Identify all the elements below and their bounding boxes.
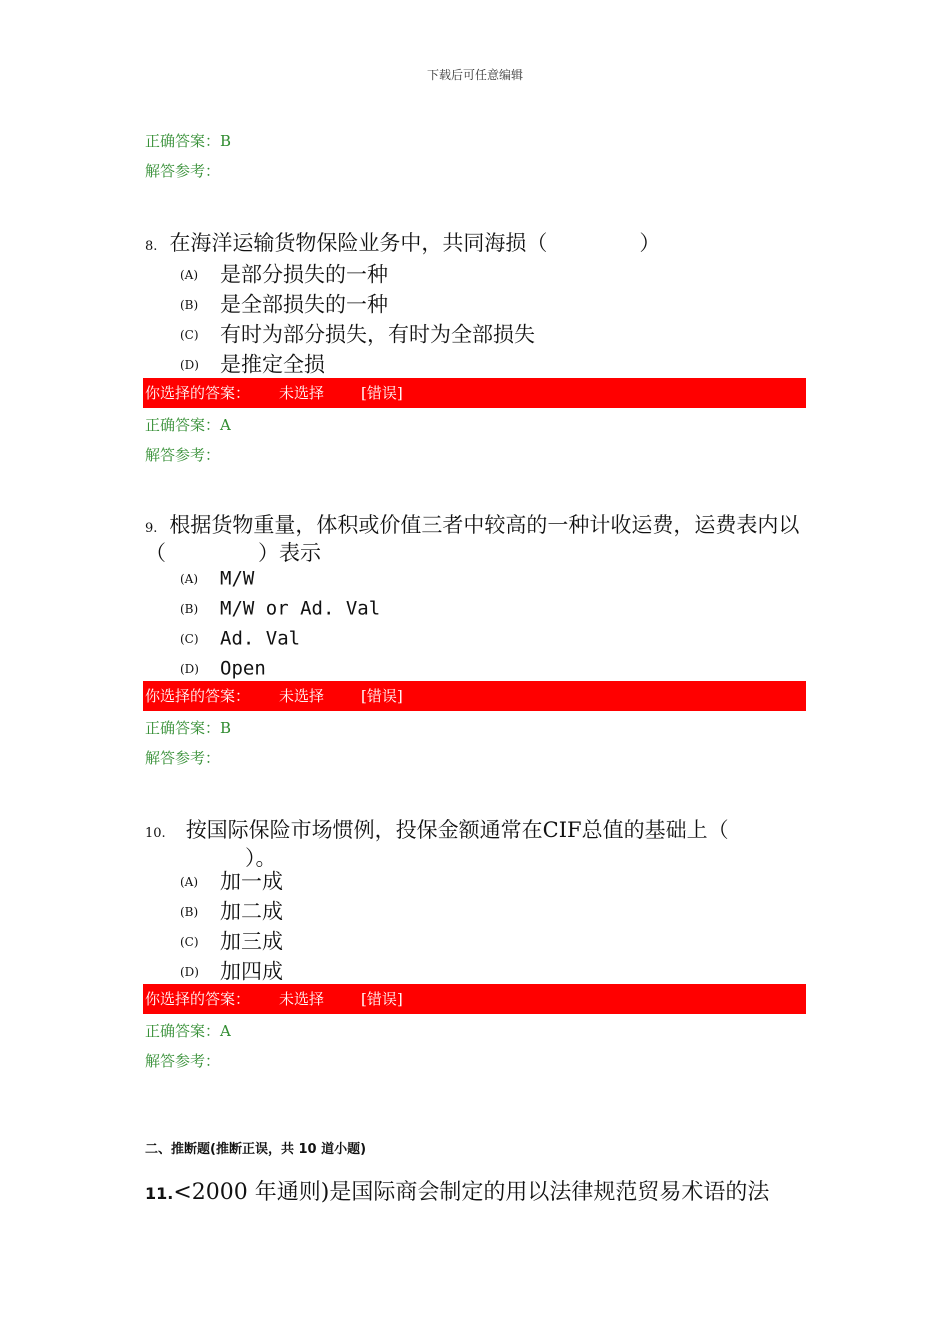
question-9-stem: [145, 513, 810, 565]
option-letter: (A): [180, 267, 199, 282]
correct-value: A: [220, 416, 231, 434]
option-text: M/W: [220, 567, 255, 590]
option-text: 有时为部分损失，有时为全部损失: [220, 322, 535, 347]
your-answer-value: 未选择: [279, 687, 325, 705]
option-text: 加二成: [220, 899, 283, 924]
option-text: 加三成: [220, 929, 283, 954]
question-text-end: ）: [639, 231, 661, 255]
your-answer-label: 你选择的答案：: [145, 384, 251, 402]
section-title: 二、推断题(推断正误，共 10 道小题): [145, 1142, 367, 1157]
prev-correct-answer: [145, 130, 231, 151]
your-answer-value: 未选择: [279, 990, 325, 1008]
option-letter: (A): [180, 571, 199, 586]
your-answer-label: 你选择的答案：: [145, 687, 251, 705]
q9-option-b[interactable]: [180, 593, 380, 621]
correct-label: 正确答案：: [145, 132, 221, 150]
option-letter: (C): [180, 631, 199, 646]
option-letter: (B): [180, 904, 199, 919]
question-number: 10.: [145, 826, 166, 841]
q8-option-b[interactable]: [180, 289, 388, 317]
q8-option-a[interactable]: [180, 259, 388, 287]
option-letter: (D): [180, 964, 199, 979]
option-letter: (D): [180, 357, 199, 372]
question-text: 在海洋运输货物保险业务中，共同海损（: [169, 231, 548, 255]
your-answer-label: 你选择的答案：: [145, 990, 251, 1008]
question-10-stem: [145, 818, 810, 870]
result-status: [错误]: [361, 687, 403, 705]
option-text: 加四成: [220, 959, 283, 984]
option-text: Open: [220, 657, 266, 680]
correct-value: A: [220, 1022, 231, 1040]
header-note: 下载后可任意编辑: [426, 68, 523, 82]
q10-option-a[interactable]: [180, 866, 283, 894]
q10-option-b[interactable]: [180, 896, 283, 924]
question-number: 11.: [145, 1184, 174, 1203]
question-8-stem: [145, 231, 810, 259]
question-text: <2000 年通则)是国际商会制定的用以法律规范贸易术语的法: [173, 1180, 770, 1205]
option-text: Ad. Val: [220, 627, 301, 650]
option-letter: (C): [180, 934, 199, 949]
question-text-end: ）。: [245, 846, 277, 870]
q10-option-c[interactable]: [180, 926, 283, 954]
option-text: 是部分损失的一种: [220, 262, 388, 287]
result-status: [错误]: [361, 990, 403, 1008]
option-letter: (C): [180, 327, 199, 342]
question-text: 按国际保险市场惯例，投保金额通常在CIF总值的基础上（: [185, 818, 729, 842]
option-text: M/W or Ad. Val: [220, 597, 381, 620]
q9-result-bar: [143, 681, 806, 711]
q8-result-bar: [143, 378, 806, 408]
option-text: 加一成: [220, 869, 283, 894]
correct-label: 正确答案：: [145, 1022, 221, 1040]
correct-value: B: [220, 132, 232, 150]
question-text-end: ）表示: [258, 541, 321, 565]
correct-label: 正确答案：: [145, 719, 221, 737]
option-letter: (B): [180, 601, 199, 616]
correct-label: 正确答案：: [145, 416, 221, 434]
q9-option-a[interactable]: [180, 563, 254, 591]
option-text: 是全部损失的一种: [220, 292, 388, 317]
option-text: 是推定全损: [220, 352, 325, 377]
question-number: 8.: [145, 239, 158, 254]
q8-correct-answer: [145, 414, 231, 435]
question-number: 9.: [145, 521, 158, 536]
q9-explanation-label: 解答参考：: [145, 749, 221, 767]
prev-explanation-label: 解答参考：: [145, 162, 221, 180]
q9-correct-answer: [145, 717, 231, 738]
q10-result-bar: [143, 984, 806, 1014]
q10-option-d[interactable]: [180, 956, 283, 984]
result-status: [错误]: [361, 384, 403, 402]
correct-value: B: [220, 719, 232, 737]
q8-option-c[interactable]: [180, 319, 535, 347]
q8-explanation-label: 解答参考：: [145, 446, 221, 464]
option-letter: (A): [180, 874, 199, 889]
q9-option-c[interactable]: [180, 623, 300, 651]
q10-correct-answer: [145, 1020, 231, 1041]
your-answer-value: 未选择: [279, 384, 325, 402]
q8-option-d[interactable]: [180, 349, 325, 377]
question-text: 根据货物重量，体积或价值三者中较高的一种计收运费，运费表内以（: [145, 513, 800, 565]
q9-option-d[interactable]: [180, 653, 266, 681]
option-letter: (B): [180, 297, 199, 312]
q10-explanation-label: 解答参考：: [145, 1052, 221, 1070]
option-letter: (D): [180, 661, 199, 676]
question-11-stem: [145, 1178, 769, 1209]
